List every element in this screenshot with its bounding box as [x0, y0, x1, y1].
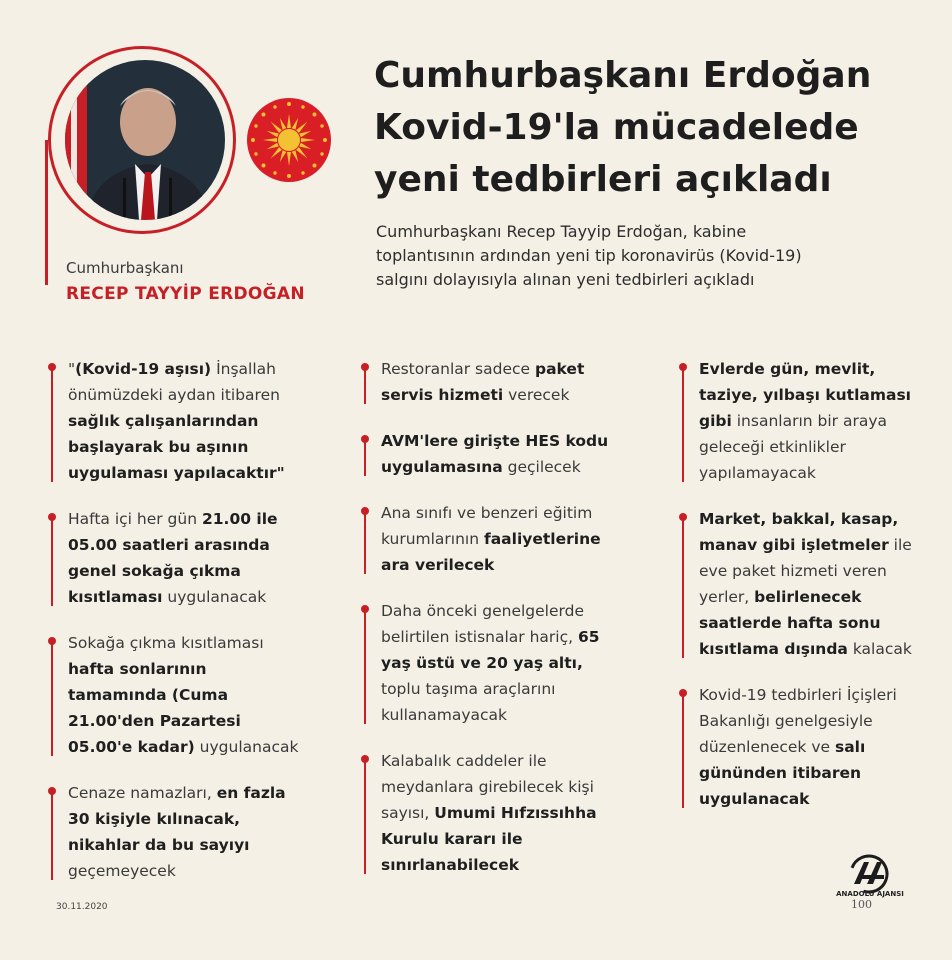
bullet-line	[682, 365, 684, 482]
measure-text: uygulanacak	[194, 738, 299, 756]
measure-text: verecek	[503, 386, 570, 404]
measure-text-bold: sağlık çalışanlarından başlayarak bu aşının uygulaması yapılacaktır"	[68, 412, 285, 482]
bullet-line	[364, 509, 366, 574]
measure-item	[362, 748, 612, 878]
headline-line: Cumhurbaşkanı Erdoğan	[374, 55, 872, 96]
measure-text: Hafta içi her gün	[68, 510, 202, 528]
measure-text-bold: AVM'lere girişte HES kodu uygulamasına	[381, 432, 609, 476]
bullet-dot-icon	[679, 363, 687, 371]
measure-text: Daha önceki genelgelerde belirtilen istisnalar hariç,	[381, 602, 584, 646]
bullet-line	[682, 515, 684, 658]
measures-column-3	[680, 356, 930, 832]
measure-text: insanların bir araya geleceği etkinlikler yapılamayacak	[699, 412, 888, 482]
caption-role: Cumhurbaşkanı	[66, 259, 184, 277]
bullet-dot-icon	[48, 363, 56, 371]
measure-text: geçemeyecek	[68, 862, 176, 880]
bullet-dot-icon	[361, 507, 369, 515]
bullet-dot-icon	[679, 689, 687, 697]
measure-text: ile eve paket hizmeti veren yerler,	[699, 536, 912, 606]
measure-text-bold: Evlerde gün, mevlit, taziye, yılbaşı kutlaması gibi	[699, 360, 911, 430]
measure-item	[680, 682, 930, 812]
measure-item	[362, 428, 612, 480]
bullet-dot-icon	[361, 363, 369, 371]
measure-text-bold: 65 yaş üstü ve 20 yaş altı,	[381, 628, 600, 672]
measure-text: toplu taşıma araçlarını kullanamayacak	[381, 680, 556, 724]
measure-text: uygulanacak	[162, 588, 267, 606]
intro-paragraph: Cumhurbaşkanı Recep Tayyip Erdoğan, kabine toplantısının ardından yeni tip koronavirüs (Kovid-19) salgını dolayısıyla alınan yeni tedbirleri açıkladı	[376, 222, 802, 289]
bullet-dot-icon	[361, 435, 369, 443]
bullet-line	[364, 607, 366, 724]
measure-text-bold: 21.00 ile 05.00 saatleri arasında genel sokağa çıkma kısıtlaması	[68, 510, 278, 606]
measure-text: İnşallah önümüzdeki aydan itibaren	[68, 360, 280, 404]
measure-text: Sokağa çıkma kısıtlaması	[68, 634, 264, 652]
bullet-line	[51, 515, 53, 606]
bullet-line	[51, 365, 53, 482]
measure-text-bold: salı gününden itibaren uygulanacak	[699, 738, 866, 808]
bullet-line	[364, 757, 366, 874]
measure-text: Kovid-19 tedbirleri İçişleri Bakanlığı genelgesiyle düzenlenecek ve	[699, 686, 897, 756]
headline	[374, 50, 934, 206]
measure-text-bold: (Kovid-19 aşısı)	[75, 360, 212, 378]
bullet-dot-icon	[361, 755, 369, 763]
measure-text: "	[68, 360, 76, 378]
bullet-dot-icon	[48, 787, 56, 795]
measures-column-2	[362, 356, 612, 898]
portrait-accent-line	[45, 140, 48, 285]
headline-line: Kovid-19'la mücadelede	[374, 107, 859, 148]
presidential-seal-icon	[247, 98, 331, 182]
measure-text-bold: en fazla 30 kişiyle kılınacak, nikahlar da bu sayıyı	[68, 784, 286, 854]
measure-text: kalacak	[847, 640, 912, 658]
anniversary-mark: 100	[851, 898, 872, 911]
bullet-line	[51, 789, 53, 880]
measure-text-bold: Umumi Hıfzıssıhha Kurulu kararı ile sınırlanabilecek	[381, 804, 597, 874]
measure-text: Kalabalık caddeler ile meydanlara girebilecek kişi sayısı,	[381, 752, 594, 822]
measure-text: Ana sınıfı ve benzeri eğitim kurumlarının	[381, 504, 593, 548]
measure-text-bold: paket servis hizmeti	[381, 360, 585, 404]
measure-item	[362, 598, 612, 728]
measure-text: geçilecek	[502, 458, 581, 476]
agency-name: ANADOLU AJANSI	[836, 890, 904, 898]
bullet-line	[682, 691, 684, 808]
bullet-dot-icon	[48, 637, 56, 645]
bullet-dot-icon	[361, 605, 369, 613]
measures-column-1	[49, 356, 299, 904]
measure-item	[49, 630, 299, 760]
caption-name: RECEP TAYYİP ERDOĞAN	[66, 284, 305, 304]
publication-date: 30.11.2020	[56, 902, 108, 912]
measure-item	[49, 506, 299, 610]
measure-item	[680, 356, 930, 486]
measure-item	[680, 506, 930, 662]
measure-item	[362, 500, 612, 578]
measure-item	[362, 356, 612, 408]
measure-item	[49, 780, 299, 884]
measure-text-bold: Market, bakkal, kasap, manav gibi işletmeler	[699, 510, 899, 554]
measure-text-bold: faaliyetlerine ara verilecek	[381, 530, 601, 574]
bullet-dot-icon	[48, 513, 56, 521]
measure-text: Restoranlar sadece	[381, 360, 535, 378]
headline-line: yeni tedbirleri açıkladı	[374, 159, 832, 200]
bullet-dot-icon	[679, 513, 687, 521]
measure-text: Cenaze namazları,	[68, 784, 217, 802]
measure-text-bold: hafta sonlarının tamamında (Cuma 21.00'den Pazartesi 05.00'e kadar)	[68, 660, 241, 756]
measure-text-bold: belirlenecek saatlerde hafta sonu kısıtlama dışında	[699, 588, 881, 658]
portrait-photo	[65, 60, 225, 220]
measure-item	[49, 356, 299, 486]
bullet-line	[51, 639, 53, 756]
